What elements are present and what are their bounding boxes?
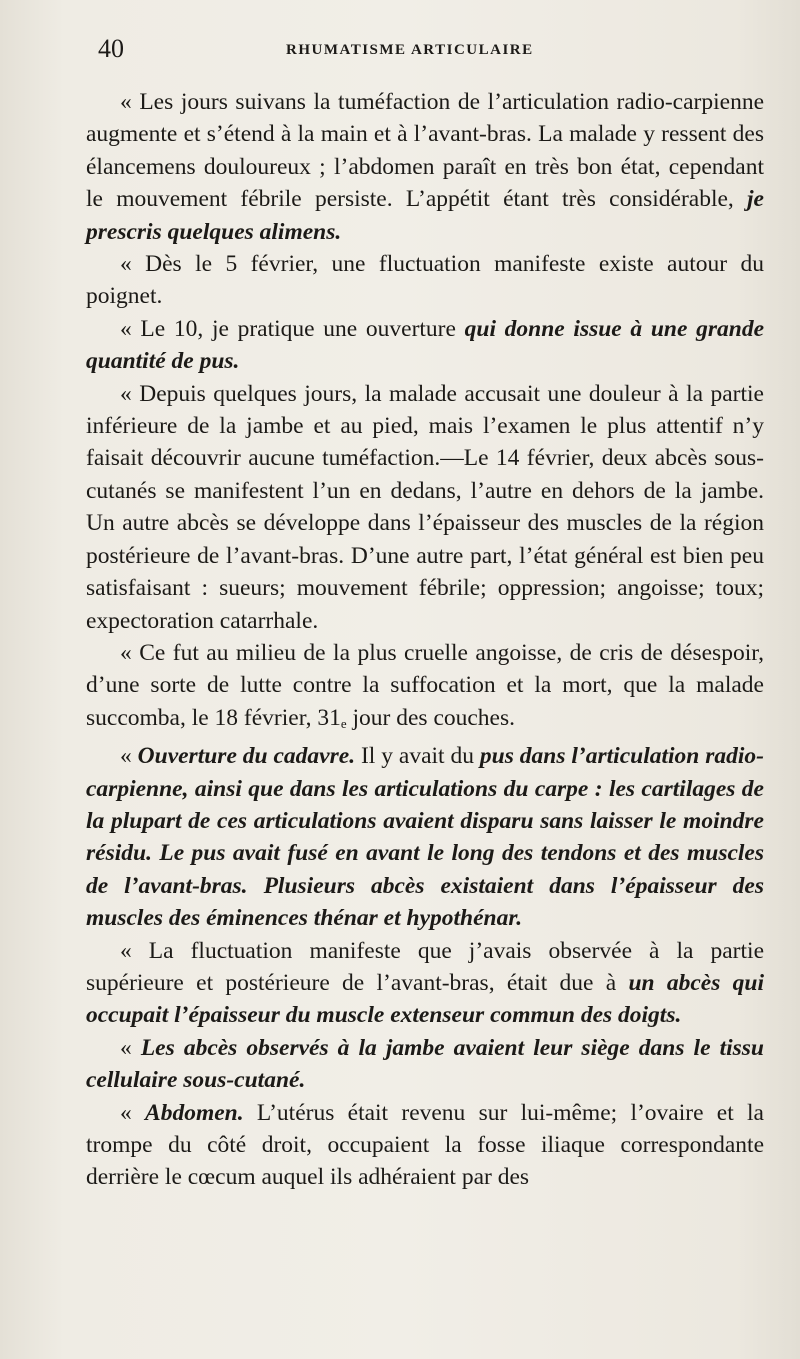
running-title: RHUMATISME ARTICULAIRE — [286, 42, 534, 58]
paragraph-text: « La fluctuation manifeste que j’avais observée à la partie supérieure et postérieure de l’avant-bras, était due à — [86, 937, 764, 996]
paragraph-3 — [86, 313, 764, 378]
paragraph-9 — [86, 1097, 764, 1194]
page-number: 40 — [98, 34, 124, 63]
italic-text: un abcès qui occupait l’épaisseur du muscle extenseur commun des doigts. — [86, 969, 765, 1029]
paragraph-7 — [86, 935, 764, 1032]
italic-text: je prescris quelques alimens. — [86, 186, 764, 245]
paragraph-5 — [86, 637, 764, 740]
running-head — [86, 34, 766, 64]
paragraph-text: « — [120, 1034, 141, 1061]
paragraph-text: « Ce fut au milieu de la plus cruelle angoisse, de cris de désespoir, d’une sorte de lutte contre la suffocation et la mort, que la malade succomba, le 18 février, 31 — [86, 639, 764, 731]
italic-text: pus dans l’articulation radio-carpienne, ainsi que dans les articulations du carpe : les cartilages de la plupart de ces articulations avaient disparu sans laisser le moindre résidu. Le pus avait fusé en avant le long des tendons et des muscles de l’avant-bras. Plusieurs abcès existaient dans l’épaisseur des muscles des éminences thénar et hypothénar. — [86, 743, 764, 932]
paragraph-text: « Dès le 5 février, une fluctuation manifeste existe autour du poignet. — [86, 251, 764, 310]
paragraph-text: « Les jours suivans la tuméfaction de l’articulation radio-carpienne augmente et s’étend à la main et à l’avant-bras. La malade y ressent des élancemens douloureux ; l’abdomen paraît en très bon état, cependant le mouvement fébrile persiste. L’appétit étant très considérable, — [86, 89, 764, 213]
paragraph-text: « — [120, 743, 138, 770]
italic-text: Les abcès observés à la jambe avaient leur siège dans le tissu cellulaire sous-cutané. — [86, 1034, 765, 1094]
paragraph-text: « Depuis quelques jours, la malade accusait une douleur à la partie inférieure de la jambe et au pied, mais l’examen le plus attentif n’y faisait découvrir aucune tuméfaction.—Le 14 février, deux abcès sous-cutanés se manifestent l’un en dedans, l’autre en dehors de la jambe. Un autre abcès se développe dans l’épaisseur des muscles de la région postérieure de l’avant-bras. D’une autre part, l’état général est bien peu satisfaisant : sueurs; mouvement fébrile; oppression; angoisse; toux; expectoration catarrhale. — [86, 380, 764, 634]
ordinal-suffix: e — [340, 715, 347, 731]
section-heading-italic: Abdomen. — [145, 1099, 244, 1126]
body-text — [86, 86, 764, 1194]
paragraph-text: jour des couches. — [346, 704, 516, 731]
paragraph-1 — [86, 86, 764, 248]
paragraph-text: « — [120, 1099, 146, 1126]
paragraph-8 — [86, 1032, 764, 1097]
paragraph-2 — [86, 248, 764, 313]
paragraph-text: L’utérus était revenu sur lui-même; l’ovaire et la trompe du côté droit, occupaient la fosse iliaque correspondante derrière le cœcum auquel ils adhéraient par des — [86, 1099, 764, 1191]
section-heading-italic: Ouverture du cadavre. — [137, 743, 356, 770]
italic-text: qui donne issue à une grande quantité de pus. — [86, 315, 764, 375]
paragraph-text: Il y avait du — [355, 743, 480, 770]
paragraph-6 — [86, 740, 764, 934]
paragraph-text: « Le 10, je pratique une ouverture — [120, 315, 465, 342]
paragraph-4 — [86, 378, 764, 637]
